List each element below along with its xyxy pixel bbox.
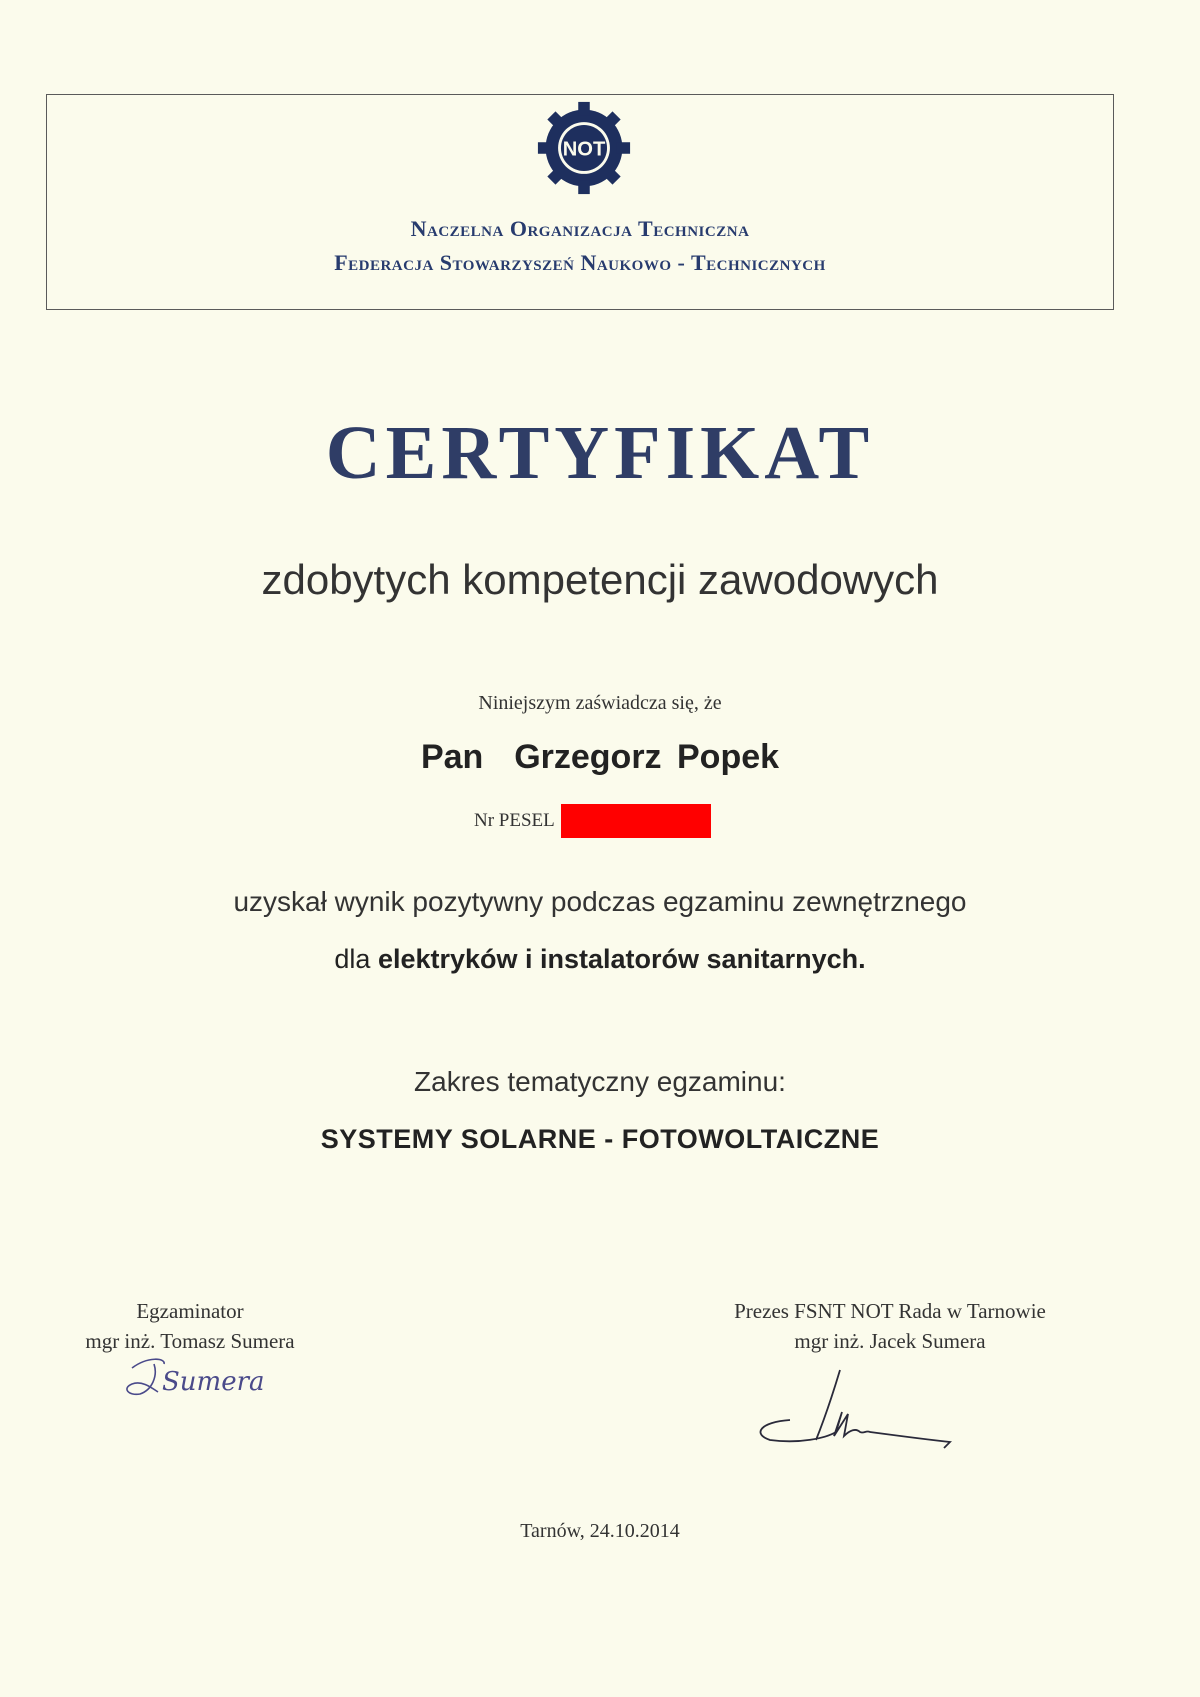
intro-text: Niniejszym zaświadcza się, że: [478, 692, 722, 714]
recipient-name: Pan Grzegorz Popek: [420, 738, 780, 776]
org-name-line2: Federacja Stowarzyszeń Naukowo - Technicznych: [334, 250, 826, 275]
group-name: elektryków i instalatorów sanitarnych.: [377, 944, 866, 974]
org-name-line1: Naczelna Organizacja Techniczna: [410, 216, 750, 241]
group-prefix: dla: [334, 944, 378, 974]
president-name: mgr inż. Jacek Sumera: [794, 1329, 986, 1353]
logo-text: NOT: [562, 138, 606, 161]
president-role: Prezes FSNT NOT Rada w Tarnowie: [734, 1299, 1046, 1323]
pesel-label: Nr PESEL: [474, 810, 555, 831]
pesel-redaction: [561, 804, 711, 838]
pesel-row: [474, 806, 711, 836]
president-block: [690, 1296, 1090, 1356]
group-line: [0, 944, 1200, 975]
place-date: Tarnów, 24.10.2014: [520, 1520, 680, 1542]
not-logo-icon: [536, 100, 632, 196]
scope-label: Zakres tematyczny egzaminu:: [414, 1066, 786, 1097]
certificate-title: CERTYFIKAT: [325, 411, 875, 495]
examiner-name: mgr inż. Tomasz Sumera: [85, 1329, 295, 1353]
examiner-block: [50, 1296, 330, 1356]
president-signature: [730, 1360, 970, 1460]
result-line: uzyskał wynik pozytywny podczas egzaminu zewnętrznego: [233, 886, 967, 917]
scope-value: SYSTEMY SOLARNE - FOTOWOLTAICZNE: [320, 1124, 880, 1154]
examiner-signature: [118, 1350, 298, 1410]
svg-text:Sumera: Sumera: [162, 1367, 265, 1397]
certificate-subtitle: zdobytych kompetencji zawodowych: [261, 556, 939, 603]
examiner-role: Egzaminator: [136, 1299, 244, 1323]
